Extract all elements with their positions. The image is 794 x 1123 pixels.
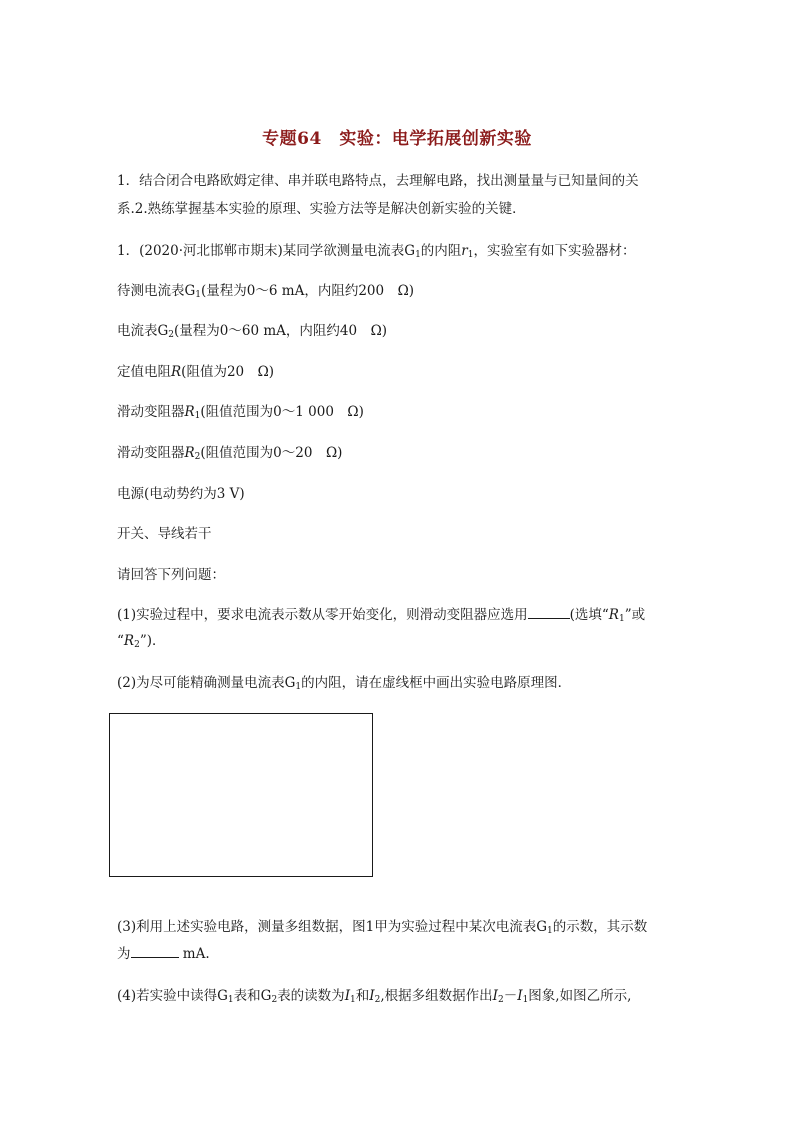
r2-prefix: 滑动变阻器 — [117, 445, 185, 461]
part3-sub: 1 — [547, 926, 553, 936]
g1-sub: 1 — [195, 290, 202, 300]
part3-suffix: 的示数，其示数 — [552, 919, 648, 935]
r1-sub: 1 — [194, 411, 201, 421]
part4-mid2: 表的读数为 — [277, 988, 345, 1004]
part3-line1 — [117, 918, 647, 940]
part4-expr-a: I — [492, 988, 498, 1004]
stem-prefix: 1．(2020·河北邯郸市期末)某同学欲测量电流表G — [117, 243, 416, 259]
g2-rest: (量程为0～60 mA，内阻约40 Ω) — [174, 323, 388, 339]
part4-var2: I — [369, 988, 375, 1004]
g1-prefix: 待测电流表G — [117, 283, 196, 299]
r-prefix: 定值电阻 — [117, 364, 171, 380]
part4-expr-b-sub: 1 — [522, 995, 529, 1005]
part4-and: 和 — [355, 988, 370, 1004]
equipment-r2 — [117, 444, 342, 466]
answer-blank-3[interactable] — [131, 957, 179, 958]
circuit-drawing-box[interactable] — [109, 713, 373, 877]
part4-minus: － — [503, 988, 518, 1004]
part2-prefix: (2)为尽可能精确测量电流表G — [117, 675, 296, 691]
part4-var1: I — [344, 988, 351, 1004]
part3-line2 — [117, 945, 210, 963]
part1-open: “ — [117, 633, 124, 649]
part1-close: ”)． — [139, 633, 166, 649]
part4-mid3: ,根据多组数据作出 — [380, 988, 493, 1004]
equipment-g1 — [117, 282, 414, 304]
r2-var: R — [184, 445, 195, 461]
g2-sub: 2 — [168, 330, 175, 340]
r-rest: (阻值为20 Ω) — [181, 364, 275, 380]
part4-suffix: 图象,如图乙所示, — [528, 988, 632, 1004]
stem-var-sub: 1 — [467, 250, 474, 260]
part4-prefix: (4)若实验中读得G — [117, 988, 228, 1004]
equipment-r — [117, 363, 274, 381]
part4-mid1: 表和G — [233, 988, 272, 1004]
stem-sub: 1 — [415, 250, 421, 260]
part4-var1-sub: 1 — [350, 995, 356, 1005]
intro-line-1: 1．结合闭合电路欧姆定律、串并联电路特点，去理解电路，找出测量量与已知量间的关 — [117, 173, 639, 189]
part1-line1 — [117, 606, 645, 628]
r1-rest: (阻值范围为0～1 000 Ω) — [200, 404, 364, 420]
part1-or: ”或 — [624, 607, 646, 623]
stem-var: r — [461, 243, 468, 259]
part4-sub-b: 2 — [271, 995, 278, 1005]
r2-sub: 2 — [194, 452, 201, 462]
part4-var2-sub: 2 — [374, 995, 381, 1005]
question-stem — [117, 242, 636, 264]
part3-unit: mA. — [178, 946, 210, 962]
r1-prefix: 滑动变阻器 — [117, 404, 185, 420]
opt2-sub: 2 — [134, 640, 140, 650]
opt1-sub: 1 — [618, 614, 625, 624]
part4-line — [117, 987, 631, 1009]
equipment-g2 — [117, 322, 387, 344]
answer-prompt: 请回答下列问题： — [117, 567, 225, 583]
r2-rest: (阻值范围为0～20 Ω) — [200, 445, 343, 461]
part2-line — [117, 674, 571, 696]
part1-prefix: (1)实验过程中，要求电流表示数从零开始变化，则滑动变阻器应选用 — [117, 607, 528, 623]
stem-mid: 的内阻 — [420, 243, 462, 259]
part3-line2-prefix: 为 — [117, 946, 131, 962]
part4-expr-b: I — [517, 988, 523, 1004]
stem-suffix: ，实验室有如下实验器材： — [473, 243, 636, 259]
opt1-var: R — [608, 607, 619, 623]
intro-line-2: 系.2.熟练掌握基本实验的原理、实验方法等是解决创新实验的关键． — [117, 201, 526, 217]
r1-var: R — [184, 404, 195, 420]
part2-sub: 1 — [295, 682, 302, 692]
part2-suffix: 的内阻，请在虚线框中画出实验电路原理图． — [301, 675, 572, 691]
part1-line2 — [117, 632, 165, 654]
part4-sub-a: 1 — [227, 995, 234, 1005]
equipment-r1 — [117, 403, 364, 425]
page-title: 专题64 实验：电学拓展创新实验 — [262, 129, 532, 149]
equipment-source: 电源(电动势约为3 V) — [117, 486, 245, 502]
part4-expr-a-sub: 2 — [497, 995, 504, 1005]
g1-rest: (量程为0～6 mA，内阻约200 Ω) — [201, 283, 415, 299]
part1-suffix: (选填“ — [569, 607, 609, 623]
part3-prefix: (3)利用上述实验电路，测量多组数据，图1甲为实验过程中某次电流表G — [117, 919, 547, 935]
opt2-var: R — [123, 633, 135, 649]
answer-blank-1[interactable] — [528, 618, 570, 619]
equipment-switch: 开关、导线若干 — [117, 526, 212, 542]
r-var: R — [171, 364, 182, 380]
g2-prefix: 电流表G — [117, 323, 169, 339]
